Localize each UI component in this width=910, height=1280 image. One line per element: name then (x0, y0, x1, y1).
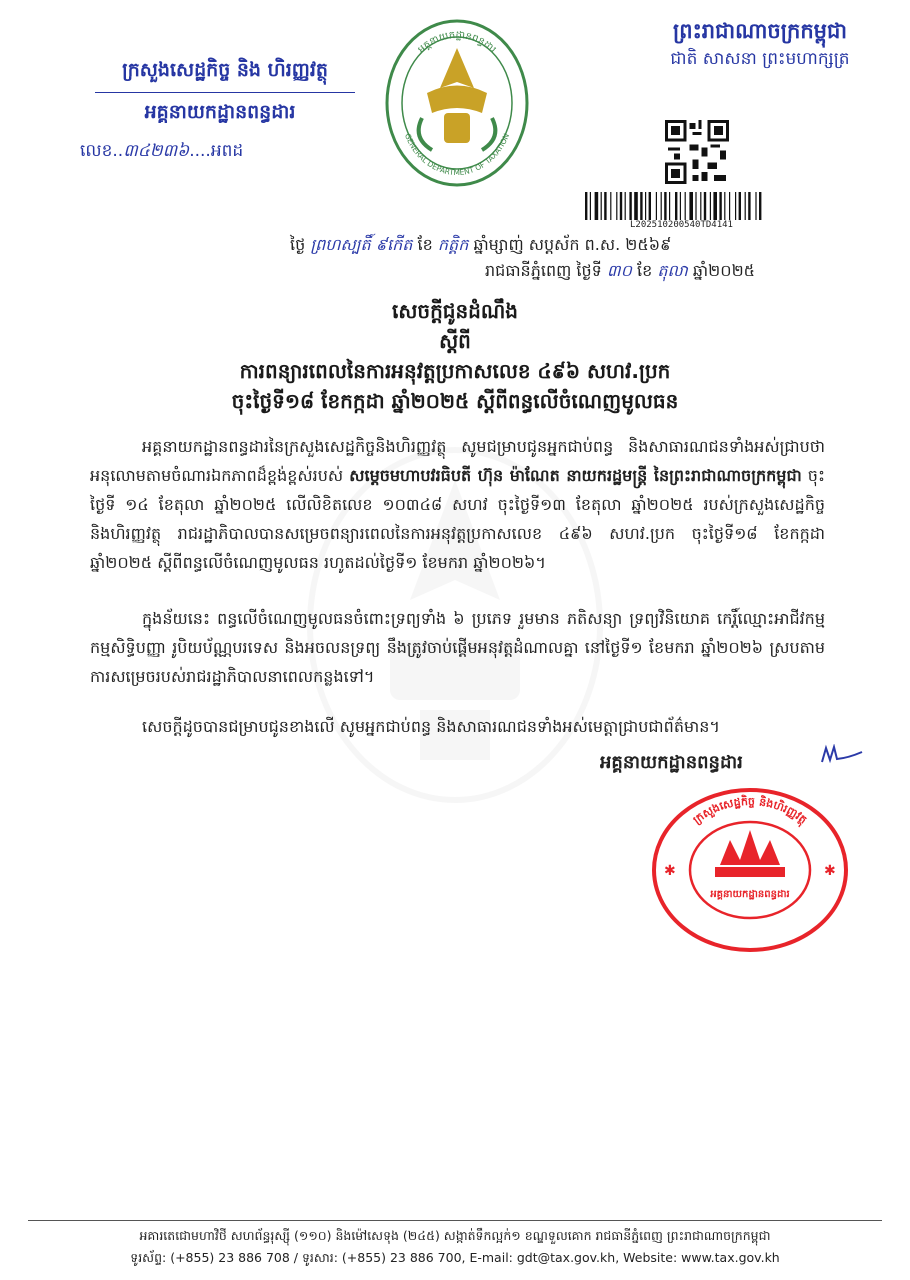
body-paragraph-2: ក្នុងន័យនេះ ពន្ធលើចំណេញមូលធនចំពោះទ្រព្យទាំង ៦ ប្រភេទ រួមមាន ភតិសន្យា ទ្រព្យវិនិយោគ កេរ្តិ៍ឈ្មោះអាជីវកម្ម កម្មសិទ្ធិបញ្ញា រូបិយប័ណ្ណបរទេស និងអចលនទ្រព្យ នឹងត្រូវចាប់ផ្តើមអនុវត្តដំណាលគ្នា នៅថ្ងៃទី១ ខែមករា ឆ្នាំ២០២៦ ស្របតាមការសម្រេចរបស់រាជរដ្ឋាភិបាលនាពេលកន្លងទៅ។ (90, 609, 825, 686)
emblem-top-text: អគ្គនាយកដ្ឋានពន្ធដារ (416, 29, 499, 56)
prime-minister-name: សម្តេចមហាបវរធិបតី ហ៊ុន ម៉ាណែត នាយករដ្ឋមន្ត្រី នៃព្រះរាជាណាចក្រកម្ពុជា (349, 466, 802, 485)
signer-title: អគ្គនាយកដ្ឋានពន្ធដារ (600, 752, 743, 773)
lunar-day: ព្រហស្បតិ៍ ៩កើត (310, 235, 413, 254)
body-paragraph-3: សេចក្តីដូចបានជម្រាបជូនខាងលើ សូមអ្នកជាប់ពន្ធ និងសាធារណជនទាំងអស់មេត្តាជ្រាបជាព័ត៌មាន។ (142, 717, 720, 736)
notice-subject-line1: ការពន្យារពេលនៃការអនុវត្តប្រកាសលេខ ៤៩៦ សហវ.ប្រក (239, 359, 671, 383)
date-month: តុលា (657, 261, 688, 280)
lunar-prefix: ថ្ងៃ (290, 235, 306, 254)
ministry-divider (95, 92, 355, 93)
barcode (585, 192, 835, 220)
ref-prefix: លេខ (80, 141, 113, 161)
stamp-center-text: អគ្គនាយកដ្ឋានពន្ធដារ (710, 889, 790, 900)
date-day: ៣០ (606, 261, 632, 280)
kingdom-name: ព្រះរាជាណាចក្រកម្ពុជា (672, 19, 847, 43)
lunar-month: កត្តិក (437, 235, 469, 254)
svg-text:✱: ✱ (664, 863, 676, 879)
lunar-month-prefix: ខែ (417, 235, 433, 254)
stamp-ring-text: ក្រសួងសេដ្ឋកិច្ច និងហិរញ្ញវត្ថុ (690, 794, 810, 827)
ref-suffix: អពដ (210, 141, 244, 161)
date-year: ឆ្នាំ២០២៥ (692, 261, 755, 280)
official-red-stamp (650, 785, 850, 955)
department-name: អគ្គនាយកដ្ឋានពន្ធដារ (144, 101, 296, 123)
gregorian-date-line (485, 260, 885, 284)
notice-subject-label: ស្តីពី (439, 329, 471, 353)
barcode-text: L202510200540TD4141 (630, 220, 733, 230)
reference-number: លេខ..៣៤២៣៦....អពដ (80, 141, 244, 161)
footer-divider (28, 1220, 882, 1221)
lunar-date-line (290, 234, 880, 258)
body-paragraph-1: អគ្គនាយកដ្ឋានពន្ធដារនៃក្រសួងសេដ្ឋកិច្ចនិងហិរញ្ញវត្ថុ សូមជម្រាបជូនអ្នកជាប់ពន្ធ និងសាធារណជនទាំងអស់ជ្រាបថា អនុលោមតាមចំណារឯកភាពដ៏ខ្ពង់ខ្ពស់របស់ សម្តេចមហាបវរធិបតី ហ៊ុន ម៉ាណែត នាយករដ្ឋមន្ត្រី នៃព្រះរាជាណាចក្រកម្ពុជា ចុះថ្ងៃទី ១៤ ខែតុលា ឆ្នាំ២០២៥ លើលិខិតលេខ ១០៣៤៨ សហវ ចុះថ្ងៃទី១៣ ខែតុលា ឆ្នាំ២០២៥ របស់ក្រសួងសេដ្ឋកិច្ចនិងហិរញ្ញវត្ថុ រាជរដ្ឋាភិបាលបានសម្រេចពន្យារពេលនៃការអនុវត្តប្រកាសលេខ ៤៩៦ សហវ.ប្រក ចុះថ្ងៃទី១៨ ខែកក្កដា ឆ្នាំ២០២៥ ស្តីពីពន្ធលើចំណេញមូលធន រហូតដល់ថ្ងៃទី១ ខែមករា ឆ្នាំ២០២៦។ (90, 437, 825, 572)
lunar-year: ឆ្នាំម្សាញ់ សប្តស័ក ព.ស. ២៥៦៩ (473, 235, 672, 254)
national-motto: ជាតិ សាសនា ព្រះមហាក្សត្រ (670, 49, 850, 69)
handwritten-initial (818, 744, 864, 768)
ref-number: ៣៤២៣៦ (123, 141, 190, 161)
month-prefix: ខែ (637, 261, 653, 280)
place-prefix: រាជធានីភ្នំពេញ ថ្ងៃទី (485, 261, 602, 280)
footer-address: អគារតេជោមហាវិថី សហព័ន្ធរុស្ស៊ី (១១០) និងម៉ៅសេទុង (២៤៥) សង្កាត់ទឹកល្អក់១ ខណ្ឌទួលគោក រាជធានីភ្នំពេញ ព្រះរាជាណាចក្រកម្ពុជា (139, 1228, 771, 1243)
ministry-name: ក្រសួងសេដ្ឋកិច្ច និង ហិរញ្ញវត្ថុ (122, 59, 328, 81)
emblem-bottom-text: GENERAL DEPARTMENT OF TAXATION (402, 132, 512, 178)
footer-contact: ទូរស័ព្ទ: (+855) 23 886 708 / ទូរសារ: (+855) 23 886 700, E-mail: gdt@tax.gov.kh, Website: www.tax.gov.kh (130, 1250, 780, 1265)
gdt-emblem-logo (382, 18, 532, 188)
notice-title: សេចក្តីជូនដំណឹង (392, 299, 518, 323)
svg-text:✱: ✱ (824, 863, 836, 879)
qr-code (665, 120, 729, 184)
notice-subject-line2: ចុះថ្ងៃទី១៨ ខែកក្កដា ឆ្នាំ២០២៥ ស្តីពីពន្ធលើចំណេញមូលធន (231, 389, 679, 413)
